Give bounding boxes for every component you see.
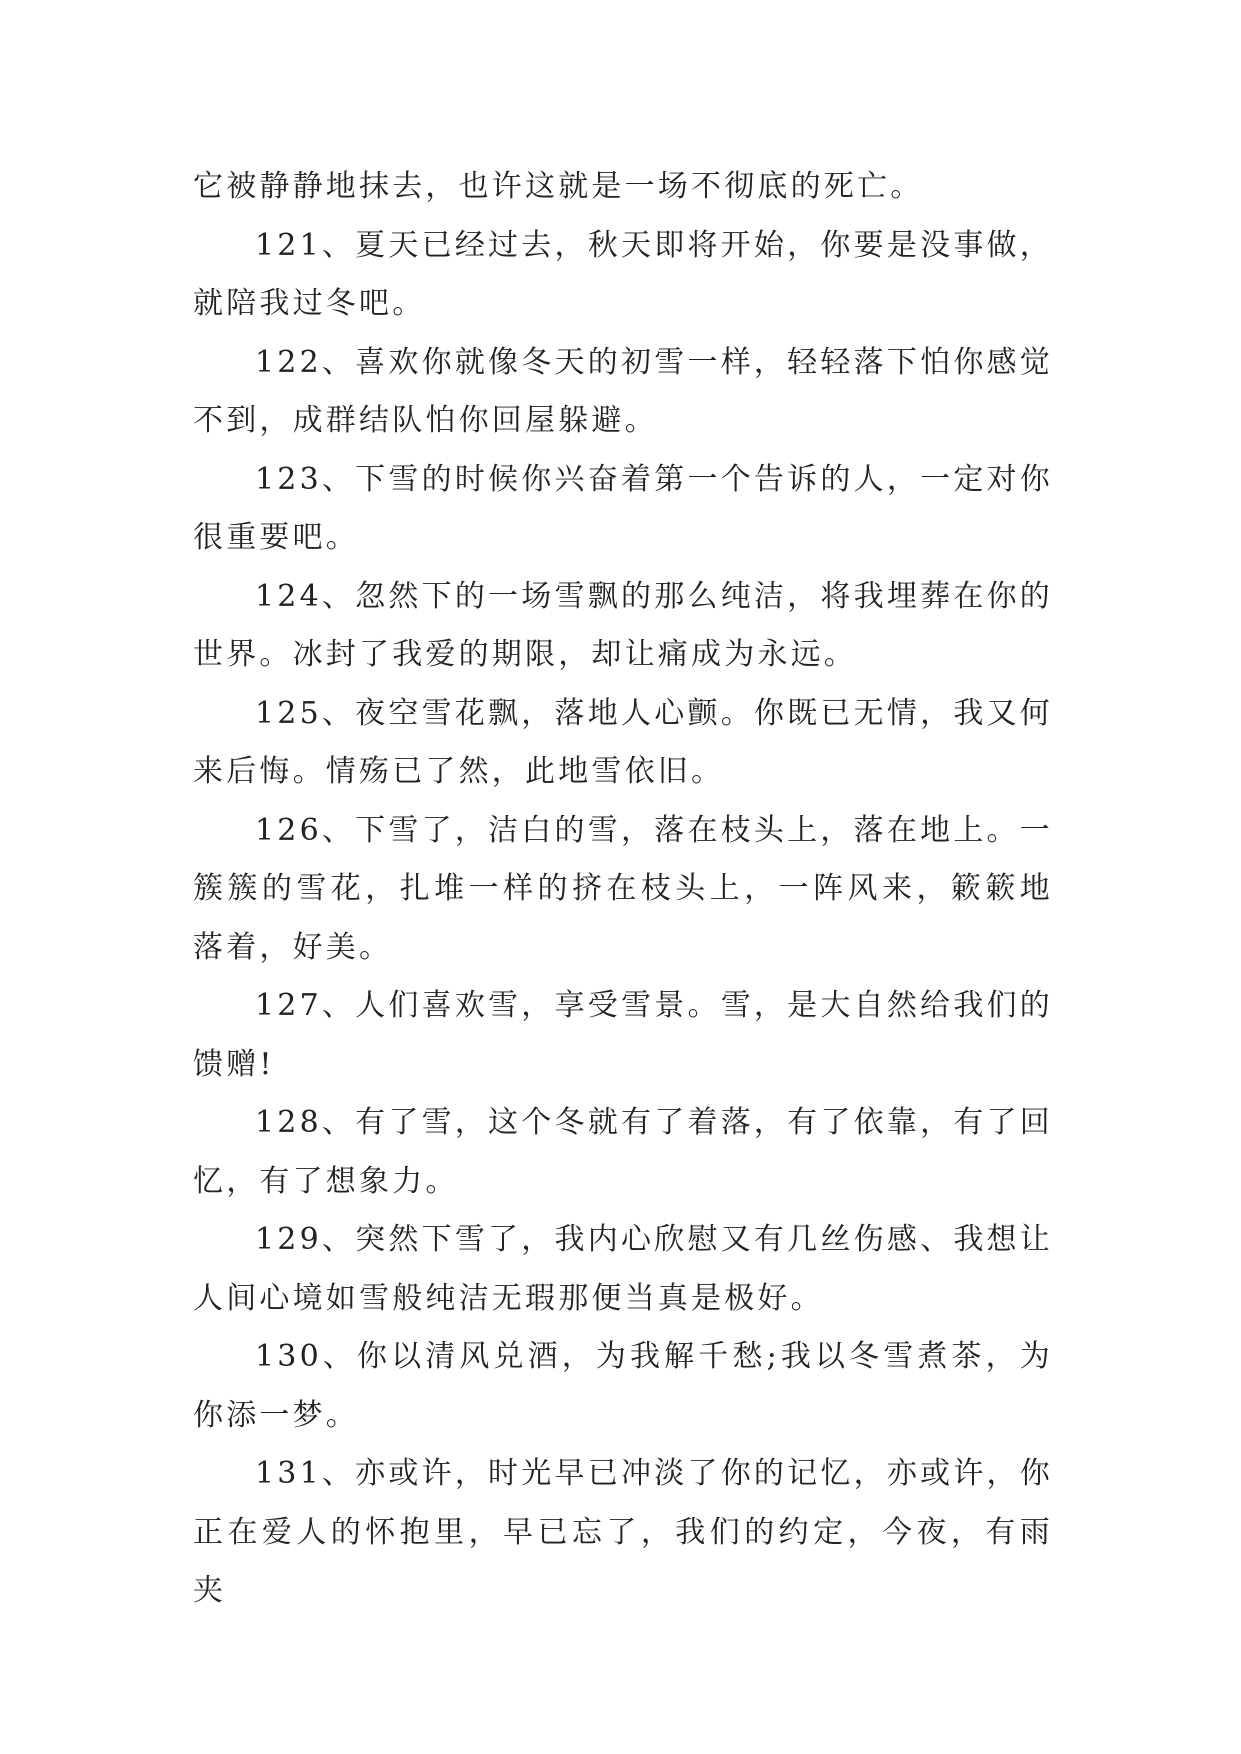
paragraph-129: 129、突然下雪了，我内心欣慰又有几丝伤感、我想让人间心境如雪般纯洁无瑕那便当真是极好。 <box>193 1222 1053 1316</box>
paragraph-121: 121、夏天已经过去，秋天即将开始，你要是没事做，就陪我过冬吧。 <box>193 227 1053 321</box>
paragraph-127: 127、人们喜欢雪，享受雪景。雪，是大自然给我们的馈赠! <box>193 988 1053 1082</box>
document-body <box>193 158 1053 1621</box>
paragraph-125: 125、夜空雪花飘，落地人心颤。你既已无情，我又何来后悔。情殇已了然，此地雪依旧。 <box>193 695 1053 789</box>
paragraph-122: 122、喜欢你就像冬天的初雪一样，轻轻落下怕你感觉不到，成群结队怕你回屋躲避。 <box>193 344 1053 438</box>
paragraph-131: 131、亦或许，时光早已冲淡了你的记忆，亦或许，你正在爱人的怀抱里，早已忘了，我们的约定，今夜，有雨夹 <box>193 1456 1053 1608</box>
paragraph-130: 130、你以清风兑酒，为我解千愁;我以冬雪煮茶，为你添一梦。 <box>193 1339 1053 1433</box>
paragraph-123: 123、下雪的时候你兴奋着第一个告诉的人，一定对你很重要吧。 <box>193 461 1053 555</box>
paragraph-124: 124、忽然下的一场雪飘的那么纯洁，将我埋葬在你的世界。冰封了我爱的期限，却让痛成为永远。 <box>193 578 1053 672</box>
paragraph-continuation: 它被静静地抹去，也许这就是一场不彻底的死亡。 <box>193 169 924 204</box>
paragraph-126: 126、下雪了，洁白的雪，落在枝头上，落在地上。一簇簇的雪花，扎堆一样的挤在枝头上，一阵风来，簌簌地落着，好美。 <box>193 812 1053 965</box>
paragraph-128: 128、有了雪，这个冬就有了着落，有了依靠，有了回忆，有了想象力。 <box>193 1105 1053 1199</box>
